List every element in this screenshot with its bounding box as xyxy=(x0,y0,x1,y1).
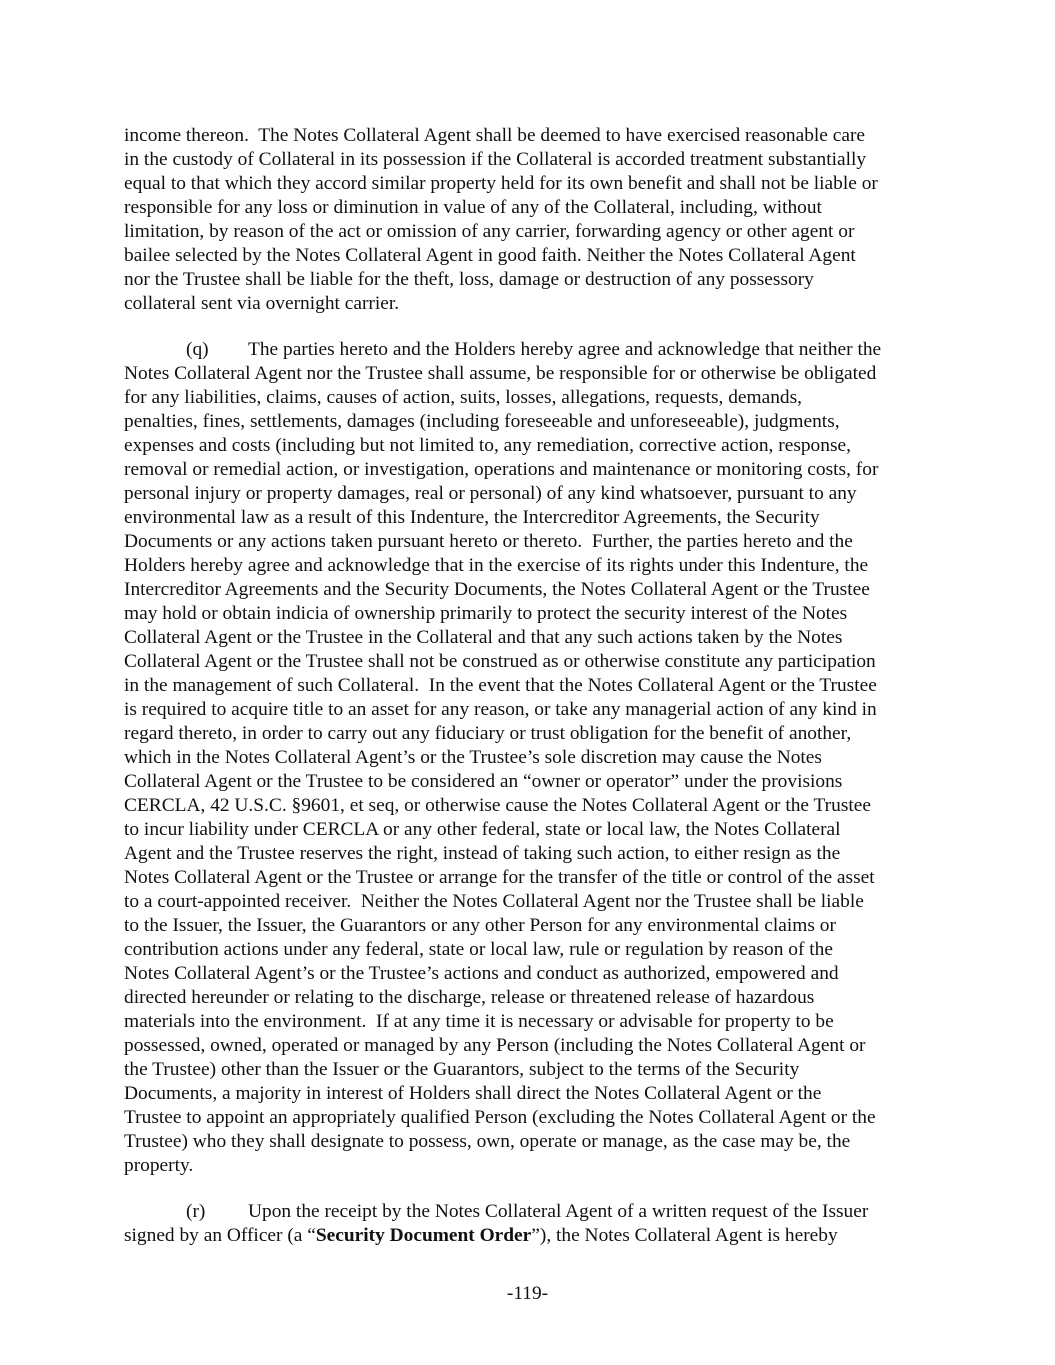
paragraph-q-line: possessed, owned, operated or managed by any Person (including the Notes Collateral Agent or xyxy=(124,1035,866,1056)
paragraph-p-line: bailee selected by the Notes Collateral Agent in good faith. Neither the Notes Collateral Agent xyxy=(124,245,856,266)
paragraph-q-line: to the Issuer, the Issuer, the Guarantors or any other Person for any environmental claims or xyxy=(124,915,836,936)
paragraph-q-line: environmental law as a result of this Indenture, the Intercreditor Agreements, the Security xyxy=(124,507,820,528)
paragraph-q-line: penalties, fines, settlements, damages (including foreseeable and unforeseeable), judgments, xyxy=(124,411,840,432)
paragraph-q-line: Trustee to appoint an appropriately qualified Person (excluding the Notes Collateral Agent or the xyxy=(124,1107,876,1128)
paragraph-q-label: (q) xyxy=(186,339,209,360)
paragraph-q-line: may hold or obtain indicia of ownership primarily to protect the security interest of the Notes xyxy=(124,603,848,624)
paragraph-q xyxy=(124,338,934,1178)
paragraph-q-line: is required to acquire title to an asset for any reason, or take any managerial action of any kind in xyxy=(124,699,877,720)
paragraph-q-line: materials into the environment. If at any time it is necessary or advisable for property to be xyxy=(124,1011,834,1032)
paragraph-q-line: for any liabilities, claims, causes of action, suits, losses, allegations, requests, demands, xyxy=(124,387,802,408)
paragraph-q-line: which in the Notes Collateral Agent’s or the Trustee’s sole discretion may cause the Notes xyxy=(124,747,822,768)
paragraph-q-line: Documents or any actions taken pursuant hereto or thereto. Further, the parties hereto and the xyxy=(124,531,853,552)
defined-term-security-document-order: Security Document Order xyxy=(315,1225,532,1246)
paragraph-q-line: expenses and costs (including but not limited to, any remediation, corrective action, response, xyxy=(124,435,851,456)
paragraph-p-line: equal to that which they accord similar property held for its own benefit and shall not be liable or xyxy=(124,173,878,194)
paragraph-p-line: limitation, by reason of the act or omission of any carrier, forwarding agency or other agent or xyxy=(124,221,855,242)
paragraph-p-continuation xyxy=(124,124,934,316)
paragraph-q-line: Notes Collateral Agent or the Trustee or arrange for the transfer of the title or control of the asset xyxy=(124,867,875,888)
page-number: -119- xyxy=(506,1283,549,1304)
paragraph-q-line: to a court-appointed receiver. Neither the Notes Collateral Agent nor the Trustee shall be liable xyxy=(124,891,864,912)
document-page xyxy=(124,124,934,1248)
paragraph-p-line: responsible for any loss or diminution in value of any of the Collateral, including, without xyxy=(124,197,822,218)
paragraph-q-line: Trustee) who they shall designate to possess, own, operate or manage, as the case may be, the xyxy=(124,1131,851,1152)
paragraph-q-body xyxy=(124,362,934,1178)
paragraph-gap xyxy=(124,1178,934,1200)
paragraph-q-first-text: The parties hereto and the Holders hereby agree and acknowledge that neither the xyxy=(248,339,882,360)
paragraph-q-line: regard thereto, in order to carry out any fiduciary or trust obligation for the benefit of another, xyxy=(124,723,852,744)
paragraph-r-first-text: Upon the receipt by the Notes Collateral Agent of a written request of the Issuer xyxy=(248,1201,869,1222)
paragraph-r-first-line xyxy=(124,1200,934,1224)
paragraph-p-line: income thereon. The Notes Collateral Agent shall be deemed to have exercised reasonable care xyxy=(124,125,866,146)
paragraph-p-line: collateral sent via overnight carrier. xyxy=(124,293,400,314)
paragraph-q-line: Holders hereby agree and acknowledge that in the exercise of its rights under this Indenture, the xyxy=(124,555,869,576)
paragraph-q-line: contribution actions under any federal, state or local law, rule or regulation by reason of the xyxy=(124,939,833,960)
paragraph-q-line: Notes Collateral Agent nor the Trustee shall assume, be responsible for or otherwise be obligated xyxy=(124,363,877,384)
paragraph-r-second-pre: signed by an Officer (a “ xyxy=(124,1225,316,1246)
paragraph-r-second-line xyxy=(124,1224,934,1248)
paragraph-p-line: nor the Trustee shall be liable for the theft, loss, damage or destruction of any possessory xyxy=(124,269,814,290)
paragraph-q-line: in the management of such Collateral. In the event that the Notes Collateral Agent or the Trustee xyxy=(124,675,877,696)
paragraph-q-line: Collateral Agent or the Trustee in the Collateral and that any such actions taken by the Notes xyxy=(124,627,843,648)
paragraph-q-line: directed hereunder or relating to the discharge, release or threatened release of hazardous xyxy=(124,987,815,1008)
paragraph-gap xyxy=(124,316,934,338)
paragraph-q-line: Notes Collateral Agent’s or the Trustee’s actions and conduct as authorized, empowered and xyxy=(124,963,839,984)
paragraph-p-line: in the custody of Collateral in its possession if the Collateral is accorded treatment substantially xyxy=(124,149,867,170)
paragraph-q-line: property. xyxy=(124,1155,194,1176)
paragraph-q-line: to incur liability under CERCLA or any other federal, state or local law, the Notes Collateral xyxy=(124,819,841,840)
paragraph-q-line: Collateral Agent or the Trustee to be considered an “owner or operator” under the provisions xyxy=(124,771,843,792)
paragraph-q-line: personal injury or property damages, real or personal) of any kind whatsoever, pursuant to any xyxy=(124,483,857,504)
paragraph-q-line: Intercreditor Agreements and the Security Documents, the Notes Collateral Agent or the Trustee xyxy=(124,579,870,600)
paragraph-q-line: CERCLA, 42 U.S.C. §9601, et seq, or otherwise cause the Notes Collateral Agent or the Trustee xyxy=(124,795,871,816)
paragraph-q-line: Agent and the Trustee reserves the right, instead of taking such action, to either resign as the xyxy=(124,843,841,864)
paragraph-q-line: Collateral Agent or the Trustee shall not be construed as or otherwise constitute any participation xyxy=(124,651,876,672)
paragraph-q-line: removal or remedial action, or investigation, operations and maintenance or monitoring costs, for xyxy=(124,459,879,480)
paragraph-q-line: Documents, a majority in interest of Holders shall direct the Notes Collateral Agent or the xyxy=(124,1083,822,1104)
paragraph-r-label: (r) xyxy=(186,1201,206,1222)
paragraph-q-line: the Trustee) other than the Issuer or the Guarantors, subject to the terms of the Security xyxy=(124,1059,800,1080)
paragraph-r-second-post: ”), the Notes Collateral Agent is hereby xyxy=(531,1225,838,1246)
paragraph-q-first-line xyxy=(124,338,934,362)
paragraph-r xyxy=(124,1200,934,1248)
